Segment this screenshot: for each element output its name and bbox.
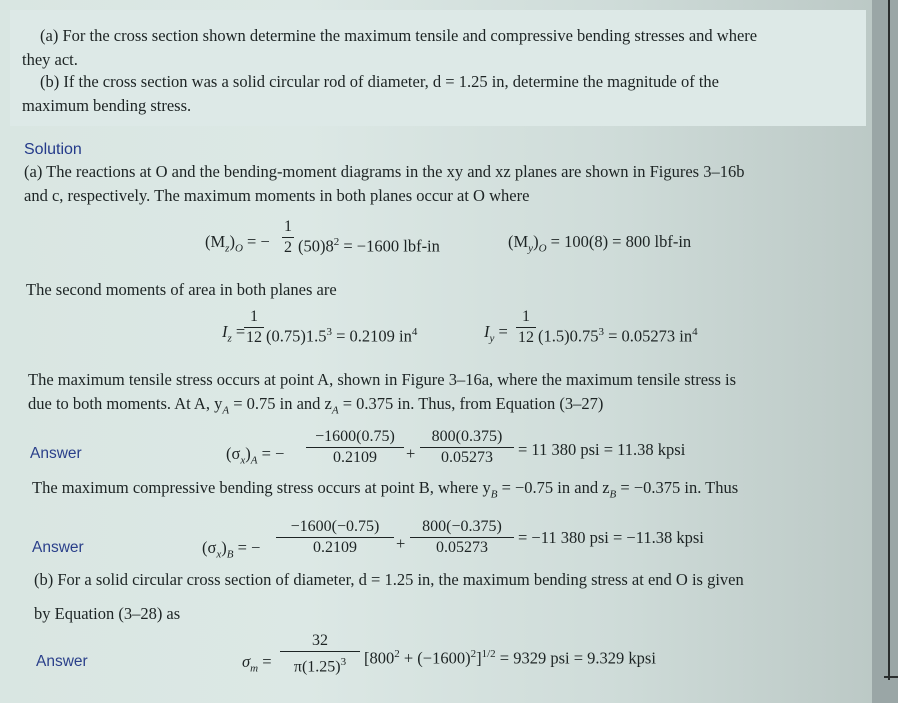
moment-y-equation: $(M_y)_O = 100(8) = 800$ lbf-in <box>508 232 692 255</box>
sigma-a-lhs: $(\sigma_x)_A$ = − <box>226 444 285 467</box>
second-moments-text: The second moments of area in both planes are <box>26 280 337 299</box>
sigma-a-fraction-1: −1600(0.75) 0.2109 <box>306 428 404 467</box>
part-b-text-line-2: by Equation (3–28) as <box>34 604 181 623</box>
sigma-m-lhs: $\sigma_m$ = <box>242 652 272 675</box>
iy-equation-lhs: $I_y$ = <box>484 322 508 345</box>
sigma-a-plus: + <box>406 444 416 463</box>
iz-equation-lhs: $I_z$ = <box>222 322 246 345</box>
part-a-line-1: (a) For the cross section shown determine the maximum tensile and compressive bending stresses and where <box>40 26 758 45</box>
iz-equation-rhs: $(0.75)1.5^3 = 0.2109$ $in^4$ <box>266 326 418 346</box>
iz-fraction: 1 12 <box>246 308 262 346</box>
sigma-b-plus: + <box>396 534 406 553</box>
sigma-m-fraction: 32 $\pi(1.25)^3$ <box>280 632 360 676</box>
iy-equation-rhs: $(1.5)0.75^3 = 0.05273$ $in^4$ <box>538 326 698 346</box>
answer-label-a: Answer <box>30 445 82 462</box>
tensile-text-line-1: The maximum tensile stress occurs at point A, shown in Figure 3–16a, where the maximum tensile stress is <box>28 370 737 389</box>
page-edge-rule <box>888 0 890 680</box>
tensile-text-line-2: due to both moments. At A, $y_A = 0.75$ in and $z_A = 0.375$ in. Thus, from Equation (3–27) <box>28 394 604 417</box>
page-edge-tick <box>884 676 898 678</box>
sigma-a-fraction-2: 800(0.375) 0.05273 <box>420 428 514 467</box>
compressive-text: The maximum compressive bending stress occurs at point B, where $y_B = -0.75$ in and $z_B = -0.375$ in. Thus <box>32 478 739 501</box>
part-b-line-2: maximum bending stress. <box>22 96 192 115</box>
answer-label-m: Answer <box>36 653 88 670</box>
moment-z-equation: $(M_z)_O$ = − <box>205 232 270 255</box>
answer-label-b: Answer <box>32 539 84 556</box>
solution-intro-line-1: (a) The reactions at O and the bending-moment diagrams in the xy and xz planes are shown in Figures 3–16b <box>24 162 745 181</box>
iy-fraction: 1 12 <box>518 308 534 346</box>
part-b-line-1: (b) If the cross section was a solid circular rod of diameter, d = 1.25 in, determine the magnitude of the <box>40 72 719 91</box>
sigma-b-result: = −11 380 psi = −11.38 kpsi <box>518 528 704 547</box>
solution-intro-line-2: and c, respectively. The maximum moments in both planes occur at O where <box>24 186 530 205</box>
sigma-b-fraction-2: 800(−0.375) 0.05273 <box>410 518 514 557</box>
solution-heading: Solution <box>24 141 82 158</box>
moment-z-result: $(50)8^2 = -1600$ lbf-in <box>298 236 440 256</box>
sigma-b-lhs: $(\sigma_x)_B$ = − <box>202 538 261 561</box>
sigma-b-fraction-1: −1600(−0.75) 0.2109 <box>276 518 394 557</box>
part-b-text-line-1: (b) For a solid circular cross section of diameter, d = 1.25 in, the maximum bending stress at end O is given <box>34 570 744 589</box>
moment-z-fraction: 1 2 <box>284 218 292 256</box>
sigma-a-result: = 11 380 psi = 11.38 kpsi <box>518 440 686 459</box>
sigma-m-rhs: $[800^2 + (-1600)^2]^{1/2} = 9329$ psi = 9.329 kpsi <box>364 648 656 668</box>
part-a-line-2: they act. <box>22 50 78 69</box>
